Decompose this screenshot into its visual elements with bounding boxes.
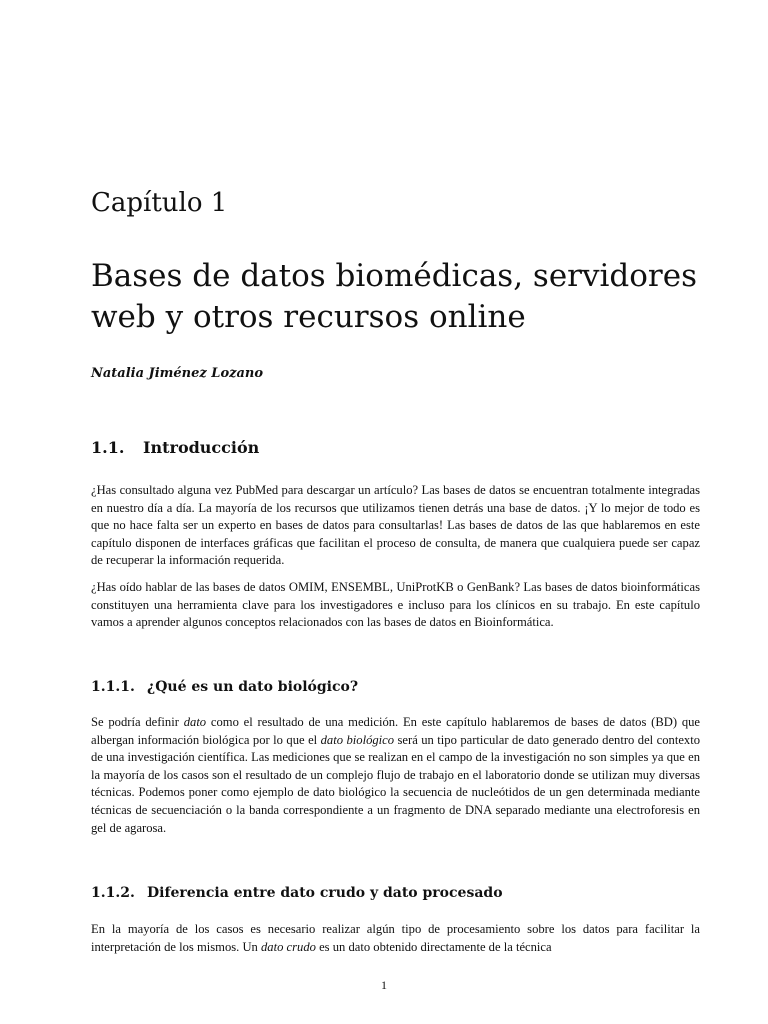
- emphasis-term: dato biológico: [320, 732, 395, 747]
- subsection-number: 1.1.2.: [91, 885, 135, 901]
- text-run: En la mayoría de los casos es necesario realizar algún tipo de procesamiento sobre los datos para facilitar la interpretación de los mismos. Un: [91, 922, 700, 954]
- text-run: es un dato obtenido directamente de la técnica: [315, 939, 552, 954]
- paragraph-dato-biologico: [91, 714, 700, 837]
- chapter-label: Capítulo 1: [91, 188, 228, 218]
- section-title: Introducción: [143, 438, 260, 457]
- paragraph-dato-crudo: [91, 921, 700, 956]
- subsection-title: Diferencia entre dato crudo y dato procesado: [147, 885, 503, 901]
- section-heading-introduccion: [91, 438, 259, 457]
- section-number: 1.1.: [91, 438, 125, 457]
- text-run: Se podría definir: [91, 715, 184, 729]
- subsection-heading-dato-crudo: [91, 885, 503, 902]
- subsection-title: ¿Qué es un dato biológico?: [147, 679, 359, 695]
- chapter-title: Bases de datos biomédicas, servidores web y otros recursos online: [91, 258, 697, 335]
- author-name: Natalia Jiménez Lozano: [91, 366, 264, 381]
- paragraph-intro-1: ¿Has consultado alguna vez PubMed para descargar un artículo? Las bases de datos se encuentran totalmente integradas en nuestro día a día. La mayoría de los recursos que utilizamos tienen detrás una base de datos. ¡Y lo mejor de todo es que no hace falta ser un experto en bases de datos para consultarlas! Las bases de datos de las que hablaremos en este capítulo disponen de interfaces gráficas que facilitan el proceso de consulta, de manera que cualquiera puede ser capaz de recuperar la información requerida.: [91, 483, 700, 568]
- text-run: será un tipo particular de dato generado dentro del contexto de una investigación científica. Las mediciones que se realizan en el campo de la investigación no son simples ya que en la mayoría de los casos son el resultado de un complejo flujo de trabajo en el laboratorio donde se utilizan muy diversas técnicas. Podemos poner como ejemplo de dato biológico la secuencia de nucleótidos de un gen determinada mediante técnicas de secuenciación o la banda correspondiente a un fragmento de DNA separado mediante una electroforesis en gel de agarosa.: [91, 732, 700, 835]
- paragraph-intro-2: ¿Has oído hablar de las bases de datos OMIM, ENSEMBL, UniProtKB o GenBank? Las bases de datos bioinformáticas constituyen una herramienta clave para los investigadores e incluso para los clínicos en su trabajo. En este capítulo vamos a aprender algunos conceptos relacionados con las bases de datos en Bioinformática.: [91, 580, 700, 630]
- subsection-heading-dato-biologico: [91, 679, 358, 696]
- subsection-number: 1.1.1.: [91, 679, 135, 695]
- emphasis-term: dato: [183, 715, 207, 729]
- emphasis-term: dato crudo: [261, 939, 316, 954]
- text-run: como el resultado de una medición. En este capítulo hablaremos de bases de datos (BD) que albergan información biológica por lo que el: [91, 715, 700, 747]
- page-number: 1: [381, 978, 387, 992]
